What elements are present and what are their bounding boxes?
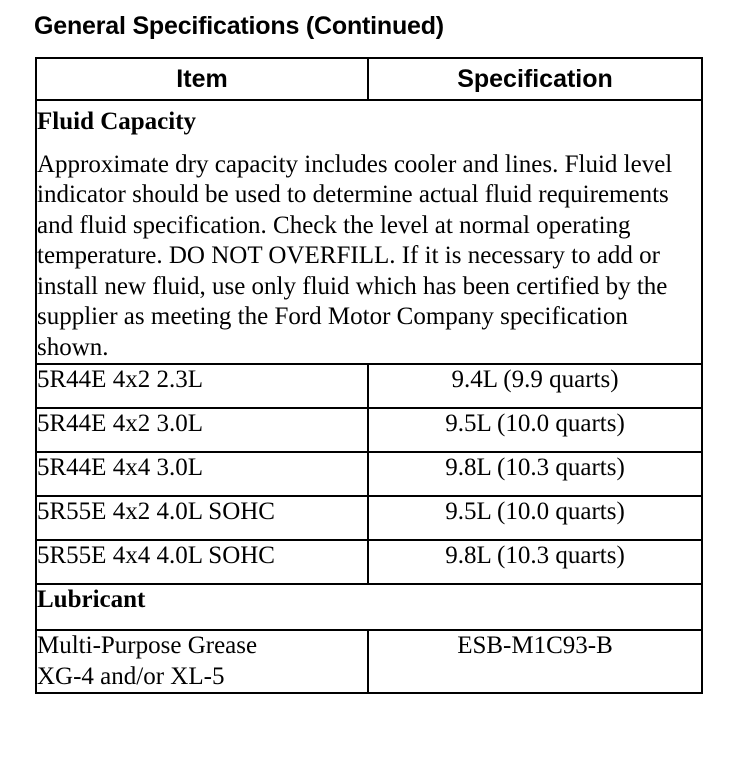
table-row (36, 630, 702, 693)
fluid-capacity-section (36, 100, 702, 364)
fluid-capacity-note: Approximate dry capacity includes cooler and lines. Fluid level indicator should be used to determine actual fluid requirements and fluid specification. Check the level at normal operating temperature. DO NOT OVERFILL. If it is necessary to add or install new fluid, use only fluid which has been certified by the supplier as meeting the Ford Motor Company specification shown. (37, 150, 673, 361)
table-row (36, 408, 702, 452)
row-item-cell: 5R44E 4x2 2.3L (36, 364, 368, 408)
row-spec-cell: 9.8L (10.3 quarts) (368, 540, 702, 584)
table-row (36, 496, 702, 540)
row-spec-cell: 9.5L (10.0 quarts) (368, 408, 702, 452)
row-item-cell: 5R55E 4x4 4.0L SOHC (36, 540, 368, 584)
row-item-line: Multi-Purpose Grease (37, 632, 258, 659)
row-item-cell: 5R44E 4x2 3.0L (36, 408, 368, 452)
row-spec-cell: ESB-M1C93-B (368, 630, 702, 693)
specifications-table (35, 57, 703, 694)
lubricant-heading: Lubricant (36, 584, 702, 630)
row-item-line: XG-4 and/or XL-5 (37, 662, 225, 690)
row-spec-cell: 9.4L (9.9 quarts) (368, 364, 702, 408)
lubricant-section-row (36, 584, 702, 630)
fluid-capacity-heading: Fluid Capacity (37, 108, 197, 135)
fluid-capacity-cell (36, 100, 702, 364)
row-spec-cell: 9.8L (10.3 quarts) (368, 452, 702, 496)
row-item-cell: 5R44E 4x4 3.0L (36, 452, 368, 496)
table-row (36, 452, 702, 496)
row-item-cell (36, 630, 368, 693)
table-row (36, 364, 702, 408)
page-title: General Specifications (Continued) (34, 12, 444, 40)
column-header-specification: Specification (368, 58, 702, 100)
row-spec-cell: 9.5L (10.0 quarts) (368, 496, 702, 540)
column-header-item: Item (36, 58, 368, 100)
table-row (36, 540, 702, 584)
row-item-cell: 5R55E 4x2 4.0L SOHC (36, 496, 368, 540)
table-header-row (36, 58, 702, 100)
